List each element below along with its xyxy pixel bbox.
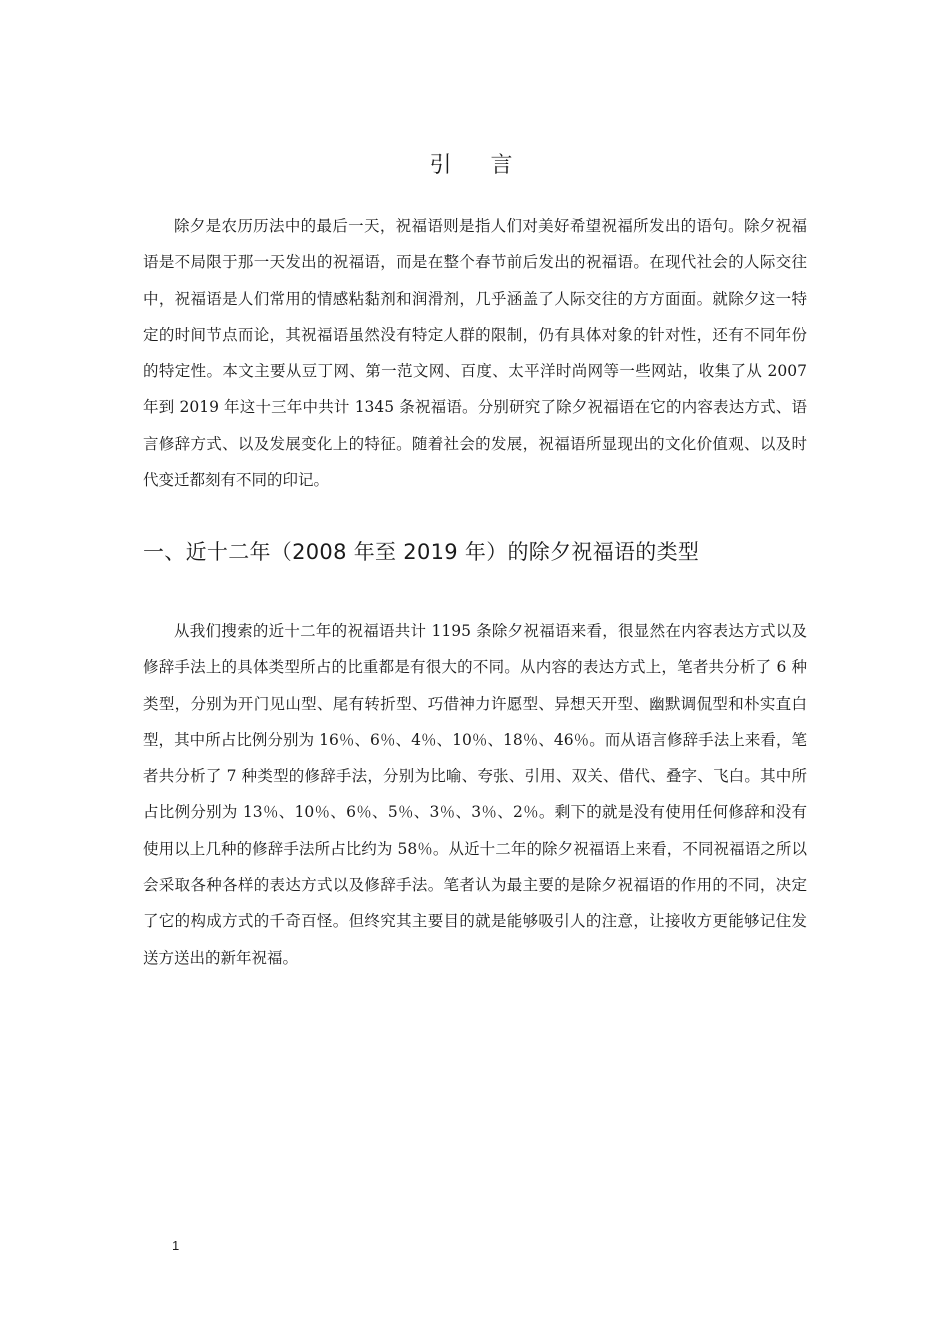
document-title: 引 言 (429, 153, 529, 178)
page-number: 1 (172, 1238, 180, 1253)
section-heading: 一、近十二年（2008 年至 2019 年）的除夕祝福语的类型 (143, 540, 700, 564)
intro-paragraph: 除夕是农历历法中的最后一天，祝福语则是指人们对美好希望祝福所发出的语句。除夕祝福语是不局限于那一天发出的祝福语，而是在整个春节前后发出的祝福语。在现代社会的人际交往中，祝福语是人们常用的情感粘黏剂和润滑剂，几乎涵盖了人际交往的方方面面。就除夕这一特定的时间节点而论，其祝福语虽然没有特定人群的限制，仍有具体对象的针对性，还有不同年份的特定性。本文主要从豆丁网、第一范文网、百度、太平洋时尚网等一些网站，收集了从 2007 年到 2019 年这十三年中共计 1345 条祝福语。分别研究了除夕祝福语在它的内容表达方式、语言修辞方式、以及发展变化上的特征。随着社会的发展，祝福语所显现出的文化价值观、以及时代变迁都刻有不同的印记。 (143, 217, 807, 490)
section-paragraph: 从我们搜索的近十二年的祝福语共计 1195 条除夕祝福语来看，很显然在内容表达方式以及修辞手法上的具体类型所占的比重都是有很大的不同。从内容的表达方式上，笔者共分析了 6 种类型，分别为开门见山型、尾有转折型、巧借神力许愿型、异想天开型、幽默调侃型和朴实直白型，其中所占比例分别为 16％、6％、4％、10％、18％、46％。而从语言修辞手法上来看，笔者共分析了 7 种类型的修辞手法，分别为比喻、夸张、引用、双关、借代、叠字、飞白。其中所占比例分别为 13％、10％、6％、5％、3％、3％、2％。剩下的就是没有使用任何修辞和没有使用以上几种的修辞手法所占比约为 58％。从近十二年的除夕祝福语上来看，不同祝福语之所以会采取各种各样的表达方式以及修辞手法。笔者认为最主要的是除夕祝福语的作用的不同，决定了它的构成方式的千奇百怪。但终究其主要目的就是能够吸引人的注意，让接收方更能够记住发送方送出的新年祝福。 (143, 622, 807, 967)
